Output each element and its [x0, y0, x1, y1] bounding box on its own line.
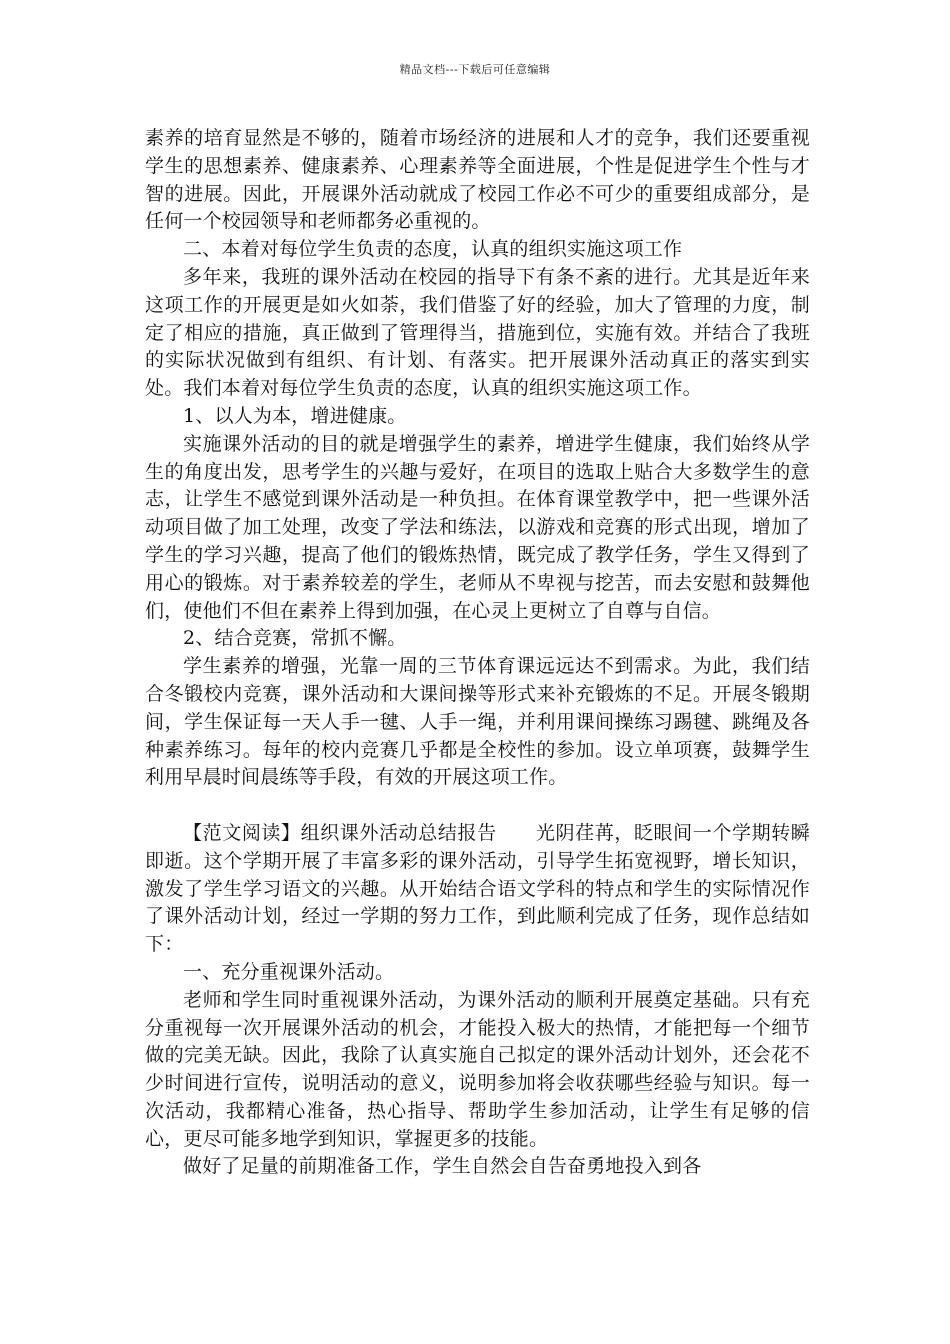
paragraph: 素养的培育显然是不够的，随着市场经济的进展和人才的竞争，我们还要重视学生的思想素养、健康素养、心理素养等全面进展，个性是促进学生个性与才智的进展。因此，开展课外活动就成了校园工作必不可少的重要组成部分，是任何一个校园领导和老师都务必重视的。 [145, 127, 810, 233]
page-header: 精品文档---下载后可任意编辑 [399, 63, 551, 76]
paragraph: 做好了足量的前期准备工作，学生自然会自告奋勇地投入到各 [183, 1155, 702, 1178]
document-body [145, 125, 810, 1181]
blank-line [145, 792, 810, 820]
section-heading: 一、充分重视课外活动。 [183, 960, 395, 983]
paragraph: 学生素养的增强，光靠一周的三节体育课远远达不到需求。为此，我们结合冬锻校内竞赛，课外活动和大课间操等形式来补充锻炼的不足。开展冬锻期间，学生保证每一天人手一毽、人手一绳，并利用课间操练习踢毽、跳绳及各种素养练习。每年的校内竞赛几乎都是全校性的参加。设立单项赛，鼓舞学生利用早晨时间晨练等手段，有效的开展这项工作。 [145, 655, 810, 789]
paragraph: 多年来，我班的课外活动在校园的指导下有条不紊的进行。尤其是近年来这项工作的开展更是如火如荼，我们借鉴了好的经验，加大了管理的力度，制定了相应的措施，真正做到了管理得当，措施到位，实施有效。并结合了我班的实际状况做到有组织、有计划、有落实。把开展课外活动真正的落实到实处。我们本着对每位学生负责的态度，认真的组织实施这项工作。 [145, 265, 810, 400]
paragraph: 老师和学生同时重视课外活动，为课外活动的顺利开展奠定基础。只有充分重视每一次开展课外活动的机会，才能投入极大的热情，才能把每一个细节做的完美无缺。因此，我除了认真实施自己拟定的课外活动计划外，还会花不少时间进行宣传，说明活动的意义，说明参加将会收获哪些经验与知识。每一次活动，我都精心准备，热心指导、帮助学生参加活动，让学生有足够的信心，更尽可能多地学到知识，掌握更多的技能。 [145, 988, 810, 1150]
subsection-heading: 1、以人为本，增进健康。 [183, 404, 407, 427]
paragraph: 【范文阅读】组织课外活动总结报告 光阴荏苒，眨眼间一个学期转瞬即逝。这个学期开展了丰富多彩的课外活动，引导学生拓宽视野，增长知识，激发了学生学习语文的兴趣。从开始结合语文学科的特点和学生的实际情况作了课外活动计划，经过一学期的努力工作，到此顺利完成了任务，现作总结如下： [145, 821, 810, 956]
section-heading: 二、本着对每位学生负责的态度，认真的组织实施这项工作 [183, 238, 683, 261]
paragraph: 实施课外活动的目的就是增强学生的素养，增进学生健康，我们始终从学生的角度出发，思考学生的兴趣与爱好，在项目的选取上贴合大多数学生的意志，让学生不感觉到课外活动是一种负担。在体育课堂教学中，把一些课外活动项目做了加工处理，改变了学法和练法，以游戏和竞赛的形式出现，增加了学生的学习兴趣，提高了他们的锻炼热情，既完成了教学任务，学生又得到了用心的锻炼。对于素养较差的学生，老师从不卑视与挖苦，而去安慰和鼓舞他们，使他们不但在素养上得到加强，在心灵上更树立了自尊与自信。 [145, 432, 810, 622]
subsection-heading: 2、结合竞赛，常抓不懈。 [183, 627, 407, 650]
